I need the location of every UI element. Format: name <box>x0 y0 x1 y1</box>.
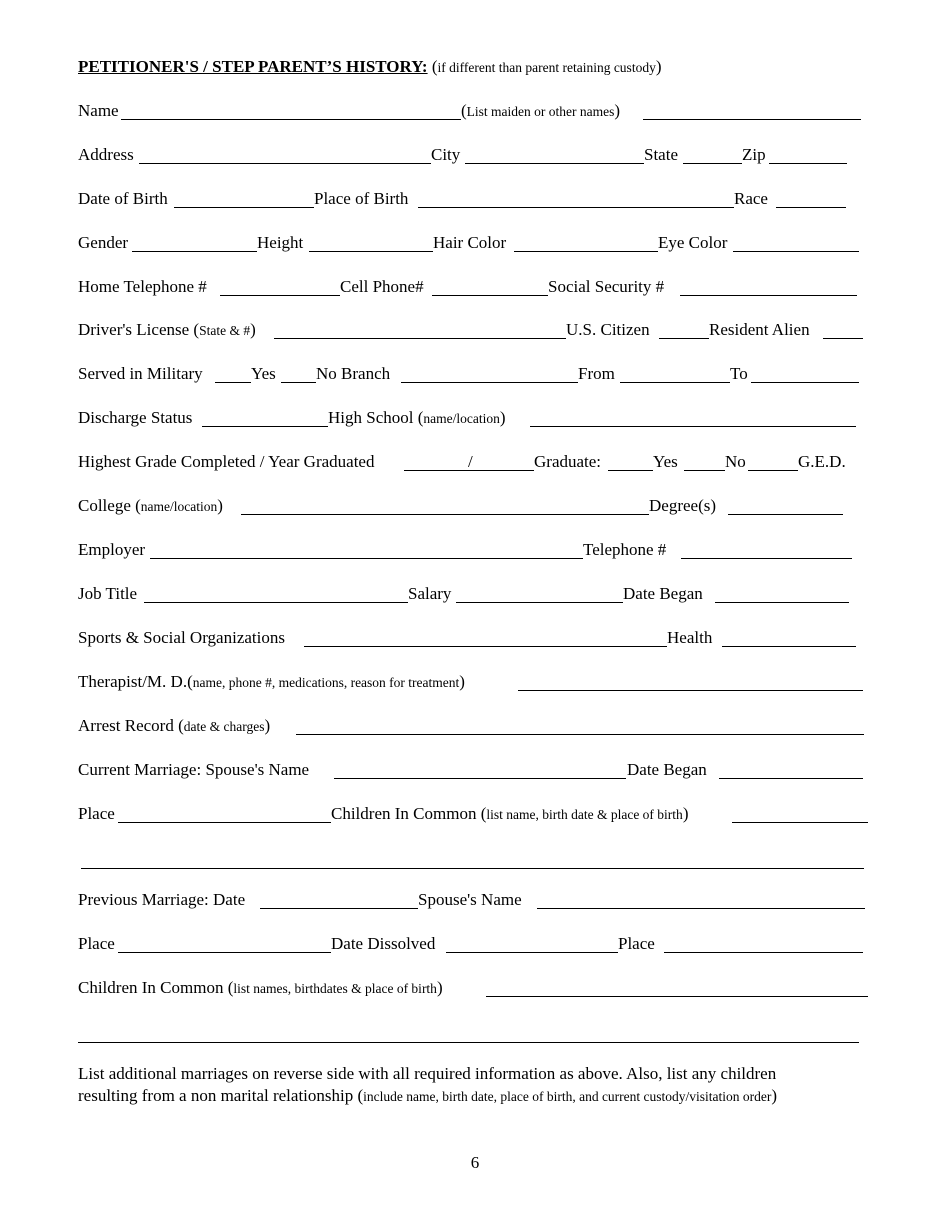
label-children2: Children In Common (list names, birthdates & place of birth) <box>78 978 443 997</box>
field-license[interactable] <box>274 338 566 339</box>
label-pob: Place of Birth <box>314 189 409 208</box>
field-health[interactable] <box>722 646 856 647</box>
label-grad-yes: Yes <box>653 452 678 471</box>
label-degree: Degree(s) <box>649 496 717 515</box>
label-arrest: Arrest Record (date & charges) <box>78 716 271 735</box>
label-current-marriage: Current Marriage: Spouse's Name <box>78 760 310 779</box>
heading-note: if different than parent retaining custody <box>437 60 656 75</box>
field-grad-yes[interactable] <box>608 470 653 471</box>
footer-line2: resulting from a non marital relationship (include name, birth date, place of birth, and current custody/visitation order) <box>78 1086 778 1105</box>
field-hair[interactable] <box>514 251 658 252</box>
heading-title: PETITIONER'S / STEP PARENT’S HISTORY: <box>78 57 428 76</box>
label-height: Height <box>257 233 304 252</box>
field-pob[interactable] <box>418 207 734 208</box>
label-sports: Sports & Social Organizations <box>78 628 285 647</box>
page-number: 6 <box>470 1153 480 1172</box>
label-salary: Salary <box>408 584 452 603</box>
field-citizen[interactable] <box>659 338 709 339</box>
field-children2[interactable] <box>486 996 868 997</box>
label-license: Driver's License (State & #) <box>78 320 256 339</box>
field-sports[interactable] <box>304 646 667 647</box>
field-from[interactable] <box>620 382 730 383</box>
footer-line1: List additional marriages on reverse side with all required information as above. Also, list any children <box>78 1064 777 1083</box>
label-dob: Date of Birth <box>78 189 168 208</box>
label-home-phone: Home Telephone # <box>78 277 207 296</box>
label-date-began: Date Began <box>623 584 703 603</box>
field-current-spouse[interactable] <box>334 778 626 779</box>
label-eye: Eye Color <box>658 233 728 252</box>
label-name: Name <box>78 101 119 120</box>
field-name[interactable] <box>121 119 461 120</box>
field-home-phone[interactable] <box>220 295 340 296</box>
field-to[interactable] <box>751 382 859 383</box>
label-therapist: Therapist/M. D.(name, phone #, medications, reason for treatment) <box>78 672 465 691</box>
field-emp-phone[interactable] <box>681 558 852 559</box>
label-citizen: U.S. Citizen <box>566 320 650 339</box>
label-place3: Place <box>618 934 655 953</box>
label-from: From <box>578 364 615 383</box>
field-date-began[interactable] <box>715 602 849 603</box>
field-ged[interactable] <box>748 470 798 471</box>
label-gender: Gender <box>78 233 129 252</box>
label-highest-grade: Highest Grade Completed / Year Graduated <box>78 452 375 471</box>
field-military-no[interactable] <box>281 382 316 383</box>
label-ged: G.E.D. <box>798 452 846 471</box>
field-arrest[interactable] <box>296 734 864 735</box>
label-place2: Place <box>78 934 115 953</box>
label-health: Health <box>667 628 713 647</box>
field-branch[interactable] <box>401 382 578 383</box>
field-therapist[interactable] <box>518 690 863 691</box>
field-discharge[interactable] <box>202 426 328 427</box>
field-job-title[interactable] <box>144 602 408 603</box>
field-ssn[interactable] <box>680 295 857 296</box>
form-heading: PETITIONER'S / STEP PARENT’S HISTORY: (if different than parent retaining custody) <box>78 57 662 76</box>
field-children2-continued[interactable] <box>78 1042 859 1043</box>
field-place2[interactable] <box>118 952 331 953</box>
label-graduate: Graduate: <box>534 452 602 471</box>
label-discharge: Discharge Status <box>78 408 193 427</box>
label-race: Race <box>734 189 768 208</box>
field-dob[interactable] <box>174 207 314 208</box>
label-ssn: Social Security # <box>548 277 665 296</box>
field-cm-date-began[interactable] <box>719 778 863 779</box>
label-mil-yes: Yes <box>251 364 276 383</box>
field-military-yes[interactable] <box>215 382 251 383</box>
label-slash: / <box>468 452 473 471</box>
field-employer[interactable] <box>150 558 583 559</box>
field-maiden-names[interactable] <box>643 119 861 120</box>
label-prev-spouse: Spouse's Name <box>418 890 522 909</box>
field-height[interactable] <box>309 251 433 252</box>
field-degree[interactable] <box>728 514 843 515</box>
field-gender[interactable] <box>132 251 257 252</box>
field-prev-spouse[interactable] <box>537 908 865 909</box>
field-prev-date[interactable] <box>260 908 418 909</box>
label-employer: Employer <box>78 540 146 559</box>
field-address[interactable] <box>139 163 431 164</box>
label-mil-branch: No Branch <box>316 364 391 383</box>
label-military: Served in Military <box>78 364 203 383</box>
field-salary[interactable] <box>456 602 623 603</box>
field-children[interactable] <box>732 822 868 823</box>
label-address: Address <box>78 145 134 164</box>
label-place: Place <box>78 804 115 823</box>
field-eye[interactable] <box>733 251 859 252</box>
field-cell-phone[interactable] <box>432 295 548 296</box>
field-college[interactable] <box>241 514 649 515</box>
field-race[interactable] <box>776 207 846 208</box>
label-city: City <box>431 145 461 164</box>
label-to: To <box>730 364 748 383</box>
label-emp-phone: Telephone # <box>583 540 667 559</box>
field-state[interactable] <box>683 163 742 164</box>
field-zip[interactable] <box>769 163 847 164</box>
field-children-continued[interactable] <box>81 868 864 869</box>
field-city[interactable] <box>465 163 644 164</box>
field-alien[interactable] <box>823 338 863 339</box>
label-cell-phone: Cell Phone# <box>340 277 424 296</box>
label-prev-marriage: Previous Marriage: Date <box>78 890 246 909</box>
label-children: Children In Common (list name, birth date & place of birth) <box>331 804 689 823</box>
label-job-title: Job Title <box>78 584 138 603</box>
label-alien: Resident Alien <box>709 320 810 339</box>
label-state: State <box>644 145 678 164</box>
field-high-school[interactable] <box>530 426 856 427</box>
label-college: College (name/location) <box>78 496 223 515</box>
field-place[interactable] <box>118 822 331 823</box>
field-date-dissolved[interactable] <box>446 952 618 953</box>
label-hair: Hair Color <box>433 233 507 252</box>
label-cm-date-began: Date Began <box>627 760 707 779</box>
label-high-school: High School (name/location) <box>328 408 506 427</box>
label-grad-no: No <box>725 452 746 471</box>
label-date-dissolved: Date Dissolved <box>331 934 436 953</box>
field-grad-no[interactable] <box>684 470 725 471</box>
label-zip: Zip <box>742 145 766 164</box>
field-place3[interactable] <box>664 952 863 953</box>
label-maiden: (List maiden or other names) <box>461 101 621 120</box>
